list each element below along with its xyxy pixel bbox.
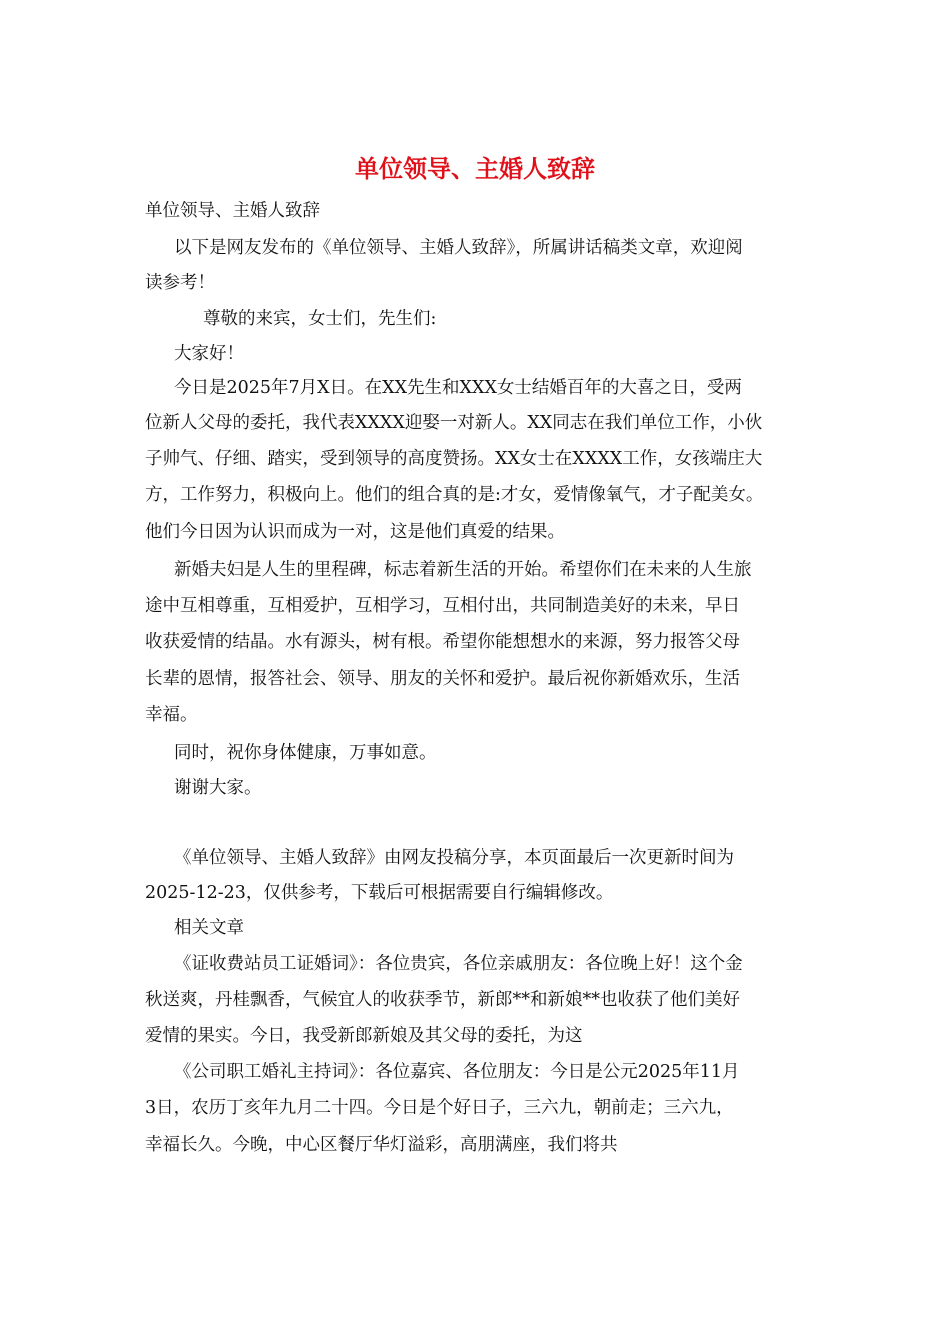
paragraph1-line-4: 方，工作努力，积极向上。他们的组合真的是:才女，爱情像氧气，才子配美女。 (145, 485, 764, 505)
paragraph1-line-1: 今日是2025年7月X日。在XX先生和XXX女士结婚百年的大喜之日，受两 (174, 378, 742, 398)
related1-line-3: 爱情的果实。今日，我受新郎新娘及其父母的委托，为这 (145, 1026, 583, 1046)
paragraph2-line-3: 收获爱情的结晶。水有源头，树有根。希望你能想想水的来源，努力报答父母 (145, 632, 740, 652)
related2-line-2: 3日，农历丁亥年九月二十四。今日是个好日子，三六九，朝前走；三六九， (145, 1098, 734, 1118)
thanks-line: 谢谢大家。 (174, 778, 262, 798)
paragraph2-line-2: 途中互相尊重，互相爱护，互相学习，互相付出，共同制造美好的未来，早日 (145, 596, 740, 616)
paragraph1-line-3: 子帅气、仔细、踏实，受到领导的高度赞扬。XX女士在XXXX工作，女孩端庄大 (145, 449, 763, 469)
paragraph2-line-4: 长辈的恩情，报答社会、领导、朋友的关怀和爱护。最后祝你新婚欢乐，生活 (145, 669, 740, 689)
related1-line-1: 《证收费站员工证婚词》：各位贵宾，各位亲戚朋友：各位晚上好！这个金 (174, 954, 743, 974)
intro-line-1: 以下是网友发布的《单位领导、主婚人致辞》，所属讲话稿类文章，欢迎阅 (174, 238, 743, 258)
salutation-line: 尊敬的来宾，女士们，先生们: (203, 309, 437, 329)
footer-line-1: 《单位领导、主婚人致辞》由网友投稿分享，本页面最后一次更新时间为 (174, 848, 734, 868)
related1-line-2: 秋送爽，丹桂飘香，气候宜人的收获季节，新郎**和新娘**也收获了他们美好 (145, 990, 740, 1010)
paragraph2-line-5: 幸福。 (145, 705, 198, 725)
footer-line-2: 2025-12-23，仅供参考，下载后可根据需要自行编辑修改。 (145, 883, 614, 903)
related2-line-1: 《公司职工婚礼主持词》：各位嘉宾、各位朋友：今日是公元2025年11月 (174, 1062, 740, 1082)
subtitle-line: 单位领导、主婚人致辞 (145, 201, 320, 221)
document-title: 单位领导、主婚人致辞 (355, 154, 595, 183)
paragraph2-line-1: 新婚夫妇是人生的里程碑，标志着新生活的开始。希望你们在未来的人生旅 (174, 560, 752, 580)
wish-line: 同时，祝你身体健康，万事如意。 (174, 743, 437, 763)
related2-line-3: 幸福长久。今晚，中心区餐厅华灯溢彩，高朋满座，我们将共 (145, 1135, 618, 1155)
related-heading: 相关文章 (174, 918, 244, 938)
paragraph1-line-2: 位新人父母的委托，我代表XXXX迎娶一对新人。XX同志在我们单位工作，小伙 (145, 413, 763, 433)
paragraph1-line-5: 他们今日因为认识而成为一对，这是他们真爱的结果。 (145, 522, 565, 542)
intro-line-2: 读参考！ (145, 273, 215, 293)
greeting-line: 大家好！ (174, 344, 244, 364)
